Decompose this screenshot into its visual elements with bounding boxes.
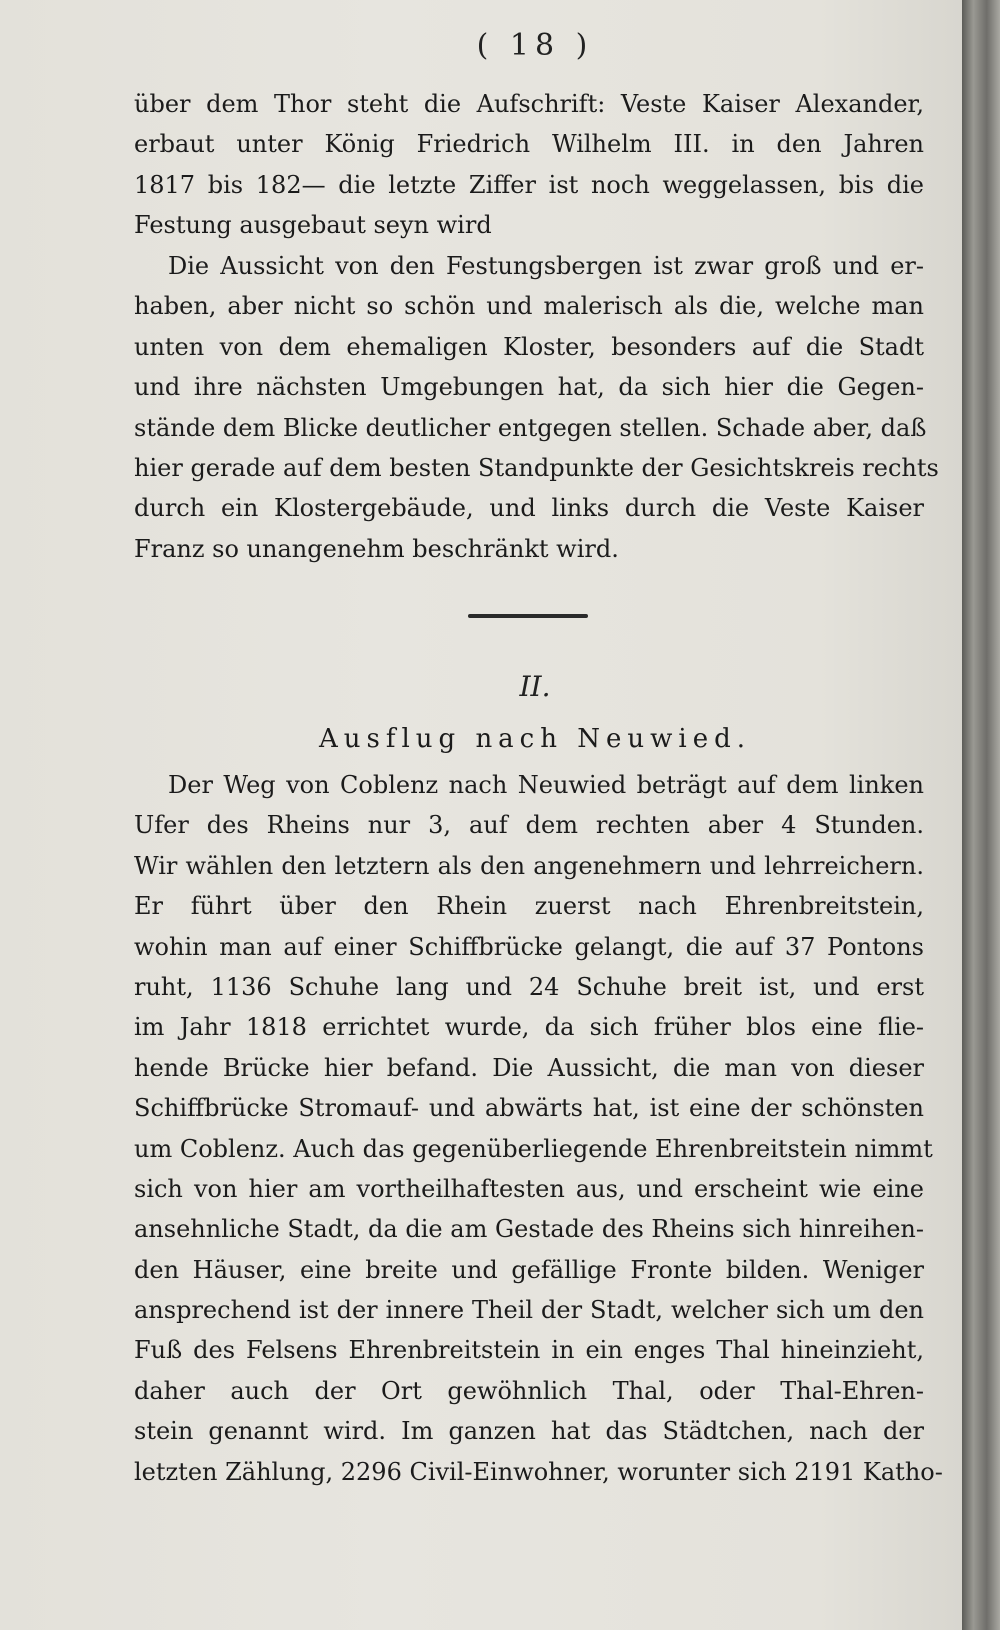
page-number: ( 18 ) — [476, 28, 594, 63]
text-line: durch ein Klostergebäude, und links durch die Veste Kaiser — [134, 494, 924, 523]
text-line: hier gerade auf dem besten Standpunkte der Gesichtskreis rechts — [134, 453, 939, 482]
text-line: erbaut unter König Friedrich Wilhelm III. in den Jahren — [134, 130, 924, 159]
text-line: stein genannt wird. Im ganzen hat das Städtchen, nach der — [134, 1417, 924, 1446]
text-line: ansehnliche Stadt, da die am Gestade des Rheins sich hinreihen- — [134, 1215, 924, 1244]
text-line: um Coblenz. Auch das gegenüberliegende Ehrenbreitstein nimmt — [134, 1134, 933, 1163]
paragraph-1 — [134, 84, 924, 246]
book-spine-edge — [962, 0, 1000, 1630]
text-line: 1817 bis 182— die letzte Ziffer ist noch weggelassen, bis die — [134, 170, 924, 199]
text-line: Er führt über den Rhein zuerst nach Ehrenbreitstein, — [134, 892, 924, 921]
text-line: Der Weg von Coblenz nach Neuwied beträgt auf dem linken — [168, 771, 924, 799]
text-line: über dem Thor steht die Aufschrift: Veste Kaiser Alexander, — [134, 90, 924, 118]
text-line: Ufer des Rheins nur 3, auf dem rechten aber 4 Stunden. — [134, 811, 924, 840]
text-line: ruht, 1136 Schuhe lang und 24 Schuhe breit ist, und erst — [134, 972, 924, 1001]
text-line: letzten Zählung, 2296 Civil-Einwohner, worunter sich 2191 Katho- — [134, 1457, 943, 1486]
text-line: Franz so unangenehm beschränkt wird. — [134, 534, 619, 563]
text-line: sich von hier am vortheilhaftesten aus, und erscheint wie eine — [134, 1174, 924, 1203]
text-line: Die Aussicht von den Festungsbergen ist zwar groß und er- — [168, 252, 924, 280]
paragraph-2 — [134, 246, 939, 569]
section-number: II. — [519, 670, 551, 703]
text-line: und ihre nächsten Umgebungen hat, da sich hier die Gegen- — [134, 373, 924, 402]
section-title: Ausflug nach Neuwied. — [318, 724, 752, 754]
text-line: Festung ausgebaut seyn wird — [134, 211, 492, 240]
text-line: hende Brücke hier befand. Die Aussicht, die man von dieser — [134, 1053, 924, 1082]
text-line: ansprechend ist der innere Theil der Stadt, welcher sich um den — [134, 1296, 924, 1325]
text-line: Wir wählen den letztern als den angenehmern und lehrreichern. — [134, 851, 924, 880]
section-divider — [468, 614, 588, 618]
text-line: den Häuser, eine breite und gefällige Fronte bilden. Weniger — [134, 1255, 924, 1284]
text-line: im Jahr 1818 errichtet wurde, da sich früher blos eine flie- — [134, 1013, 924, 1042]
text-line: daher auch der Ort gewöhnlich Thal, oder Thal-Ehren- — [134, 1376, 924, 1405]
text-line: Schiffbrücke Stromauf- und abwärts hat, ist eine der schönsten — [134, 1094, 924, 1123]
paragraph-3 — [134, 765, 943, 1492]
text-line: Fuß des Felsens Ehrenbreitstein in ein enges Thal hineinzieht, — [134, 1336, 924, 1365]
text-line: haben, aber nicht so schön und malerisch als die, welche man — [134, 292, 924, 321]
text-line: stände dem Blicke deutlicher entgegen stellen. Schade aber, daß — [134, 413, 927, 442]
text-line: wohin man auf einer Schiffbrücke gelangt, die auf 37 Pontons — [134, 932, 924, 961]
text-line: unten von dem ehemaligen Kloster, besonders auf die Stadt — [134, 332, 924, 361]
